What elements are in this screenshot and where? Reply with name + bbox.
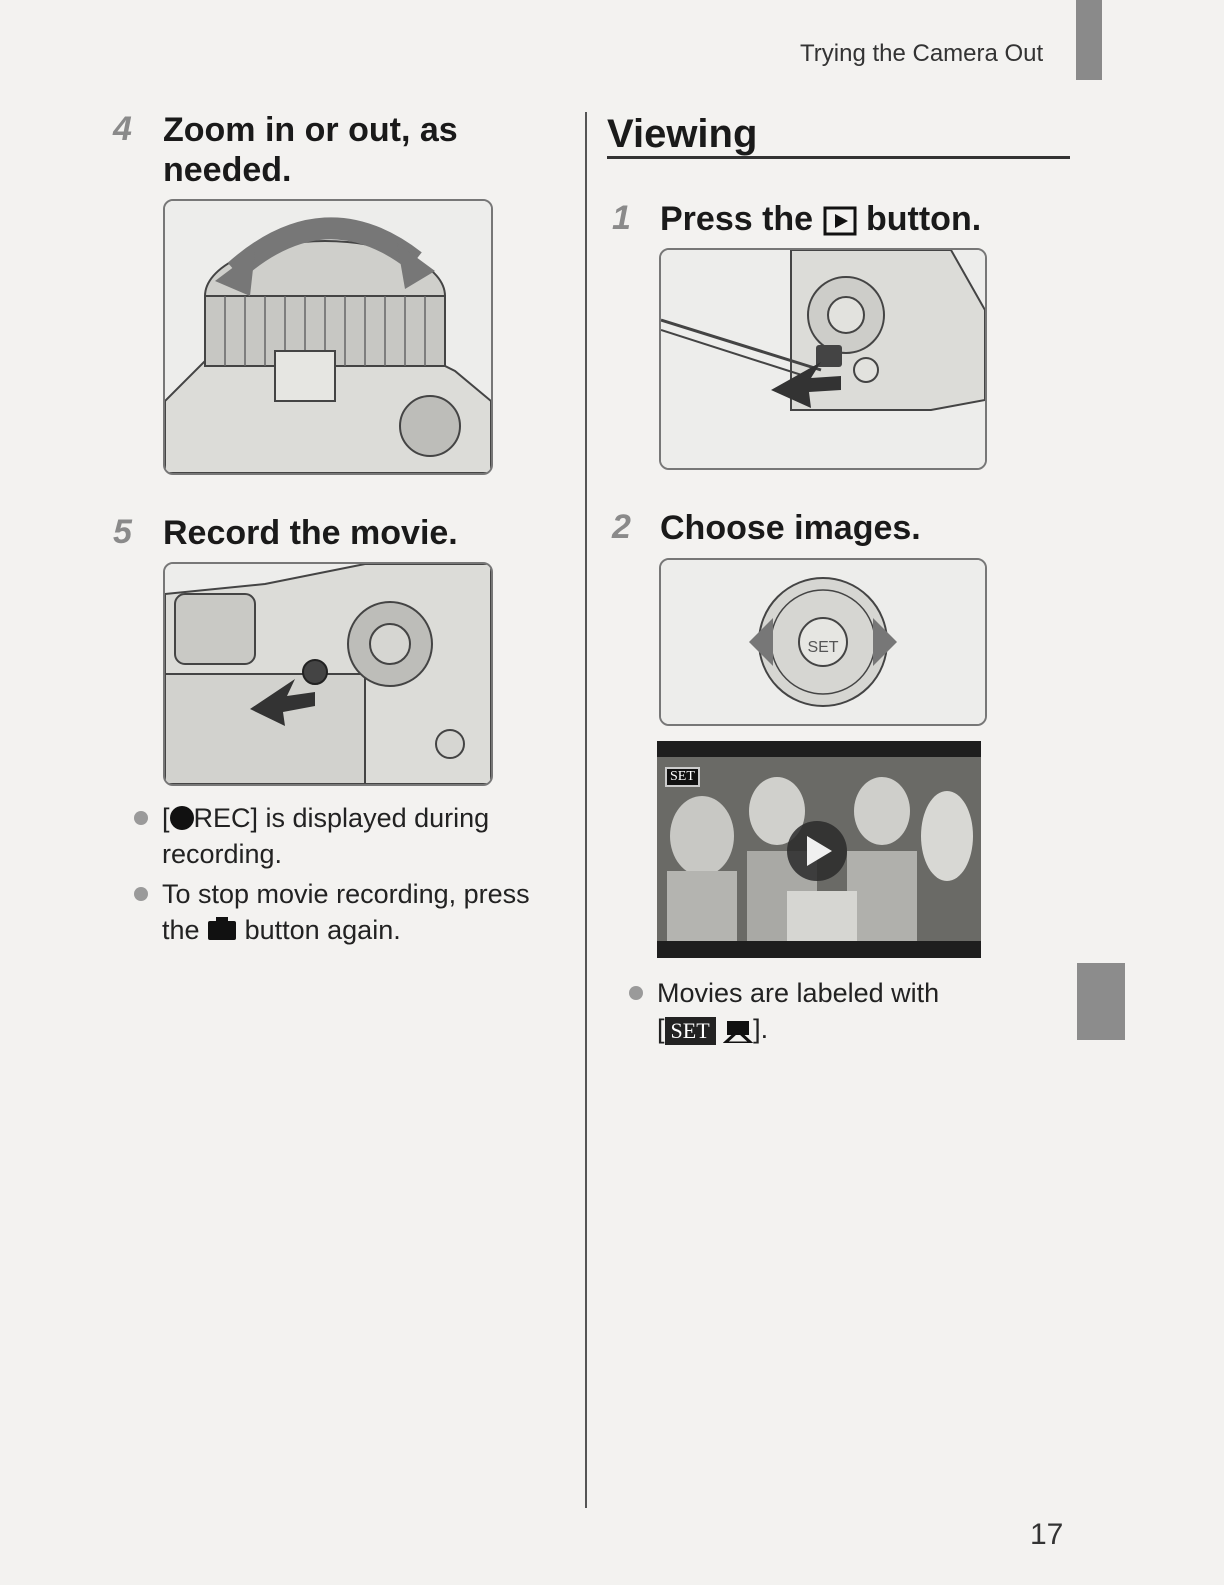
step-title-end: button. [866,200,982,238]
bullet-text-end: button again. [244,915,401,945]
step-2 [612,508,921,548]
bracket-close: ]. [753,1014,769,1044]
bullet-dot [134,887,148,901]
step-1 [612,199,981,241]
playback-button-icon [823,201,857,241]
zoom-ring-illustration [163,199,493,475]
column-divider [585,112,587,1508]
bullet-text: REC] is displayed during recording. [162,803,490,869]
step-number: 4 [113,110,132,148]
bullet-text: To stop movie recording, press the [162,879,530,945]
movie-record-button-icon [207,914,237,950]
section-side-tab [1077,963,1125,1040]
step-title-start: Press the [660,200,814,238]
bullet-movies-labeled [657,975,987,1049]
running-header: Trying the Camera Out [800,40,1044,67]
bullet-stop-recording [162,876,572,950]
step-number: 2 [612,508,631,546]
bracket-open: [ [657,1014,665,1044]
set-badge: SET [665,767,700,787]
bullet-dot [134,811,148,825]
step-4 [113,110,483,190]
bullet-prefix: [ [162,803,170,833]
movie-thumbnail [657,741,981,958]
photo-badge [665,767,700,787]
record-button-illustration [163,562,493,786]
dpad-illustration [659,558,987,726]
section-rule [607,156,1070,159]
rec-dot-icon [170,806,194,830]
page-number: 17 [1030,1518,1064,1551]
header-tab [1076,0,1102,80]
bullet-dot [629,986,643,1000]
step-title: Zoom in or out, as needed. [163,111,458,189]
dpad-set-label: SET [807,639,839,656]
set-badge: SET [665,1017,716,1045]
step-title: Choose images. [660,509,921,547]
step-title: Record the movie. [163,514,458,552]
step-5 [113,513,458,553]
bullet-text: Movies are labeled with [657,978,940,1008]
bullet-rec-displayed [162,800,562,872]
step-number: 1 [612,199,631,237]
step-number: 5 [113,513,132,551]
section-title-viewing: Viewing [607,112,758,156]
playback-button-illustration [659,248,987,470]
step-title [660,199,981,241]
movie-icon [723,1013,753,1049]
